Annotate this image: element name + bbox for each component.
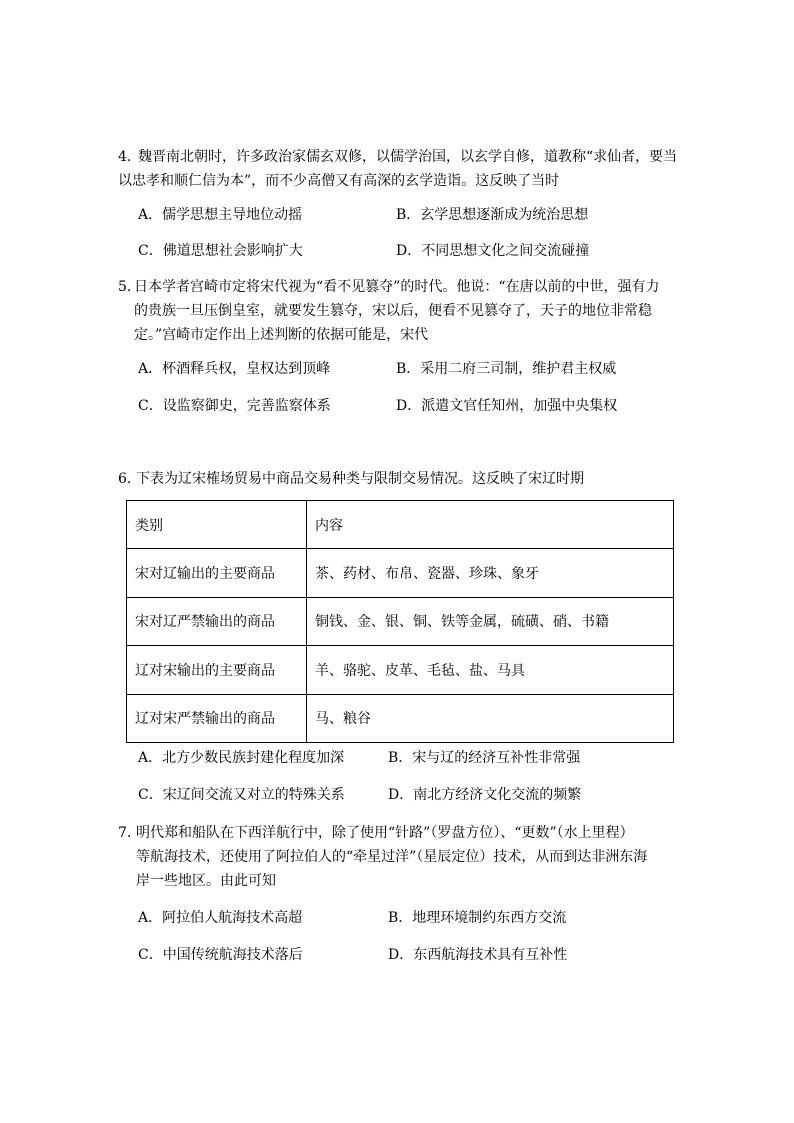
question-number: 7. — [118, 825, 132, 841]
question-stem-line: 的贵族一旦压倒皇室，就要发生篡夺，宋以后，便看不见篡夺了，天子的地位非常稳 — [134, 303, 652, 319]
option-b[interactable]: B．宋与辽的经济互补性非常强 — [388, 750, 581, 766]
trade-table — [126, 500, 674, 743]
option-c[interactable]: C．中国传统航海技术落后 — [138, 947, 303, 963]
table-cell: 宋对辽输出的主要商品 — [127, 549, 307, 597]
table-row — [127, 694, 674, 742]
option-a[interactable]: A．杯酒释兵权，皇权达到顶峰 — [138, 361, 331, 377]
table-cell: 铜钱、金、银、铜、铁等金属，硫磺、硝、书籍 — [307, 597, 674, 645]
table-header-cell: 内容 — [307, 501, 674, 549]
table-cell: 辽对宋严禁输出的商品 — [127, 694, 307, 742]
question-number: 5. — [118, 279, 132, 295]
option-b[interactable]: B．玄学思想逐渐成为统治思想 — [396, 207, 589, 223]
option-c[interactable]: C．宋辽间交流又对立的特殊关系 — [138, 787, 345, 803]
option-d[interactable]: D．不同思想文化之间交流碰撞 — [396, 243, 590, 259]
question-number: 6. — [118, 471, 132, 487]
option-c[interactable]: C．设监察御史，完善监察体系 — [138, 398, 331, 414]
option-a[interactable]: A．北方少数民族封建化程度加深 — [138, 750, 345, 766]
table-row — [127, 646, 674, 694]
table-header-cell: 类别 — [127, 501, 307, 549]
table-cell: 茶、药材、布帛、瓷器、珍珠、象牙 — [307, 549, 674, 597]
option-d[interactable]: D．东西航海技术具有互补性 — [388, 947, 568, 963]
option-b[interactable]: B．采用二府三司制，维护君主权威 — [396, 361, 617, 377]
question-stem-line: 等航海技术，还使用了阿拉伯人的“牵星过洋”（星辰定位）技术，从而到达非洲东海 — [136, 849, 648, 865]
table-row — [127, 549, 674, 597]
question-stem-line: 定。”宫崎市定作出上述判断的依据可能是，宋代 — [134, 327, 429, 343]
question-stem-line: 岸一些地区。由此可知 — [136, 873, 276, 889]
question-stem-line: 魏晋南北朝时，许多政治家儒玄双修，以儒学治国，以玄学自修，道教称“求仙者，要当 — [138, 149, 678, 165]
option-b[interactable]: B．地理环境制约东西方交流 — [388, 910, 567, 926]
option-d[interactable]: D．南北方经济文化交流的频繁 — [388, 787, 582, 803]
question-stem-line: 以忠孝和顺仁信为本”，而不少高僧又有高深的玄学造诣。这反映了当时 — [118, 173, 560, 189]
option-a[interactable]: A．儒学思想主导地位动摇 — [138, 207, 303, 223]
question-stem-line: 下表为辽宋榷场贸易中商品交易种类与限制交易情况。这反映了宋辽时期 — [136, 471, 584, 487]
question-number: 4. — [118, 149, 132, 165]
table-cell: 辽对宋输出的主要商品 — [127, 646, 307, 694]
table-cell: 马、粮谷 — [307, 694, 674, 742]
question-stem-line: 日本学者宫崎市定将宋代视为“看不见篡夺”的时代。他说：“在唐以前的中世，强有力 — [134, 279, 660, 295]
option-a[interactable]: A．阿拉伯人航海技术高超 — [138, 910, 303, 926]
question-stem-line: 明代郑和船队在下西洋航行中，除了使用“针路”（罗盘方位）、“更数”（水上里程） — [136, 825, 634, 841]
table-cell: 羊、骆驼、皮革、毛毡、盐、马具 — [307, 646, 674, 694]
table-row — [127, 597, 674, 645]
table-cell: 宋对辽严禁输出的商品 — [127, 597, 307, 645]
option-d[interactable]: D．派遣文官任知州，加强中央集权 — [396, 398, 618, 414]
table-header-row — [127, 501, 674, 549]
option-c[interactable]: C．佛道思想社会影响扩大 — [138, 243, 303, 259]
